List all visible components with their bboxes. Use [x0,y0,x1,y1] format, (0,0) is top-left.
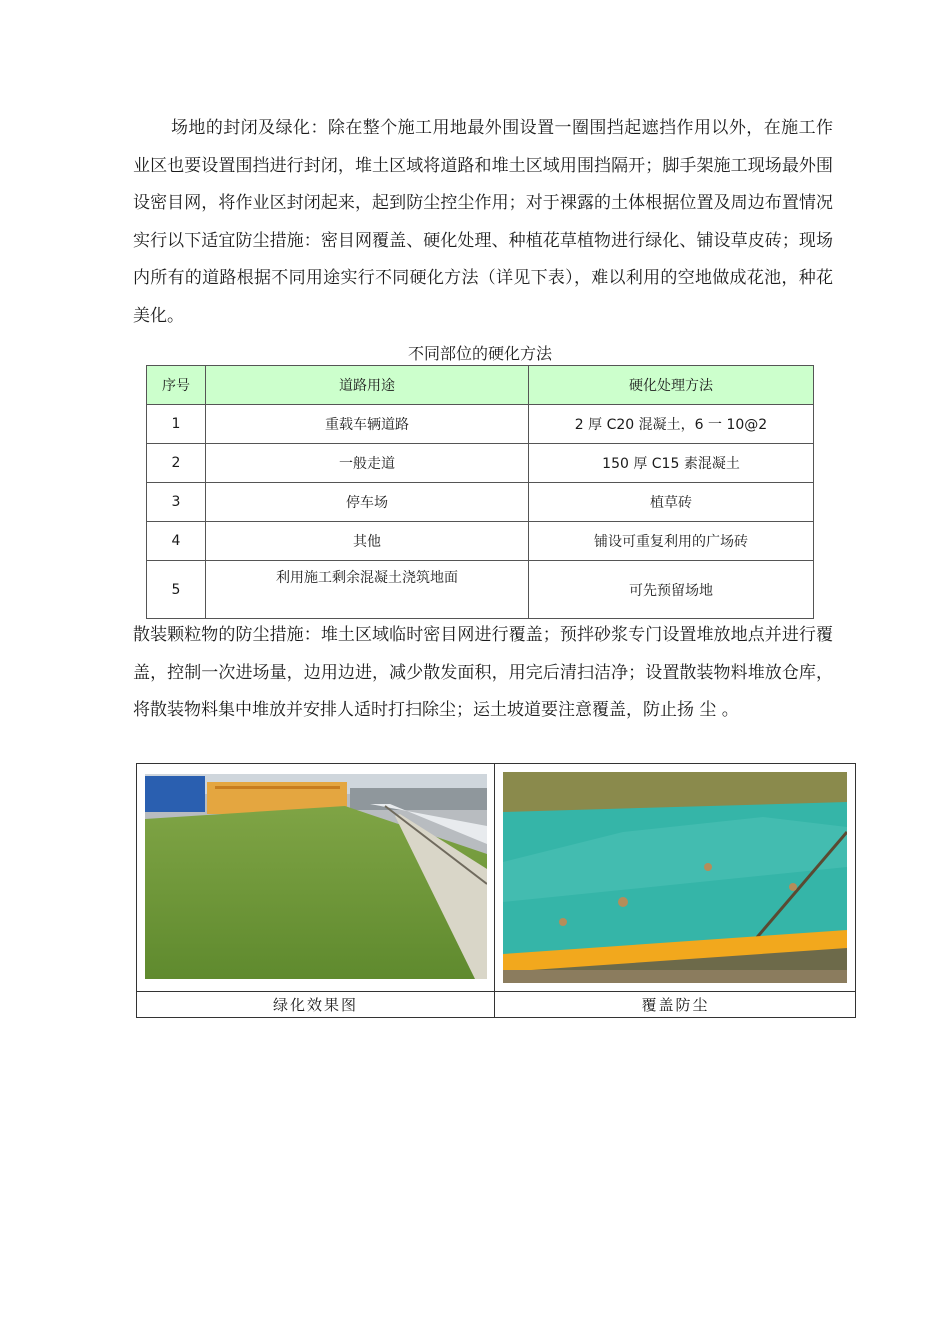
table-row [147,405,814,444]
table-title: 不同部位的硬化方法 [407,344,552,363]
cell-method: 可先预留场地 [529,561,814,619]
dust-cover-photo [503,772,847,983]
header-method: 硬化处理方法 [529,366,814,405]
cell-usage: 停车场 [206,483,529,522]
cell-method: 2 厚 C20 混凝土，6 一 10@2 [529,405,814,444]
photo-table [136,763,856,1018]
dust-paragraph: 散装颗粒物的防尘措施：堆土区域临时密目网进行覆盖；预拌砂浆专门设置堆放地点并进行覆盖，控制一次进场量，边用边进，减少散发面积，用完后清扫洁净；设置散装物料堆放仓库，将散装物料集中堆放并安排人适时打扫除尘；运土坡道要注意覆盖，防止扬 尘 。 [133,625,833,720]
photo-divider-vertical [494,764,495,1017]
table-row [147,561,814,619]
header-usage: 道路用途 [206,366,529,405]
table-header-row [147,366,814,405]
cell-method: 150 厚 C15 素混凝土 [529,444,814,483]
greening-photo [145,774,487,979]
cell-index: 3 [147,483,206,522]
greening-caption: 绿化效果图 [272,996,358,1014]
cell-method: 植草砖 [529,483,814,522]
dust-cover-caption: 覆盖防尘 [641,996,710,1014]
table-row [147,444,814,483]
header-index: 序号 [147,366,206,405]
table-row [147,483,814,522]
cell-index: 1 [147,405,206,444]
cell-usage: 利用施工剩余混凝土浇筑地面 [206,561,529,619]
intro-paragraph: 场地的封闭及绿化：除在整个施工用地最外围设置一圈围挡起遮挡作用以外，在施工作业区也要设置围挡进行封闭，堆土区域将道路和堆土区域用围挡隔开；脚手架施工现场最外围设密目网，将作业区封闭起来，起到防尘控尘作用；对于裸露的土体根据位置及周边布置情况实行以下适宜防尘措施：密目网覆盖、硬化处理、种植花草植物进行绿化、铺设草皮砖；现场内所有的道路根据不同用途实行不同硬化方法（详见下表），难以利用的空地做成花池，种花美化。 [133,118,833,326]
hardening-table [146,365,814,619]
cell-method: 铺设可重复利用的广场砖 [529,522,814,561]
cell-usage: 其他 [206,522,529,561]
cell-index: 2 [147,444,206,483]
cell-usage: 一般走道 [206,444,529,483]
cell-index: 5 [147,561,206,619]
cell-usage: 重载车辆道路 [206,405,529,444]
table-row [147,522,814,561]
cell-index: 4 [147,522,206,561]
